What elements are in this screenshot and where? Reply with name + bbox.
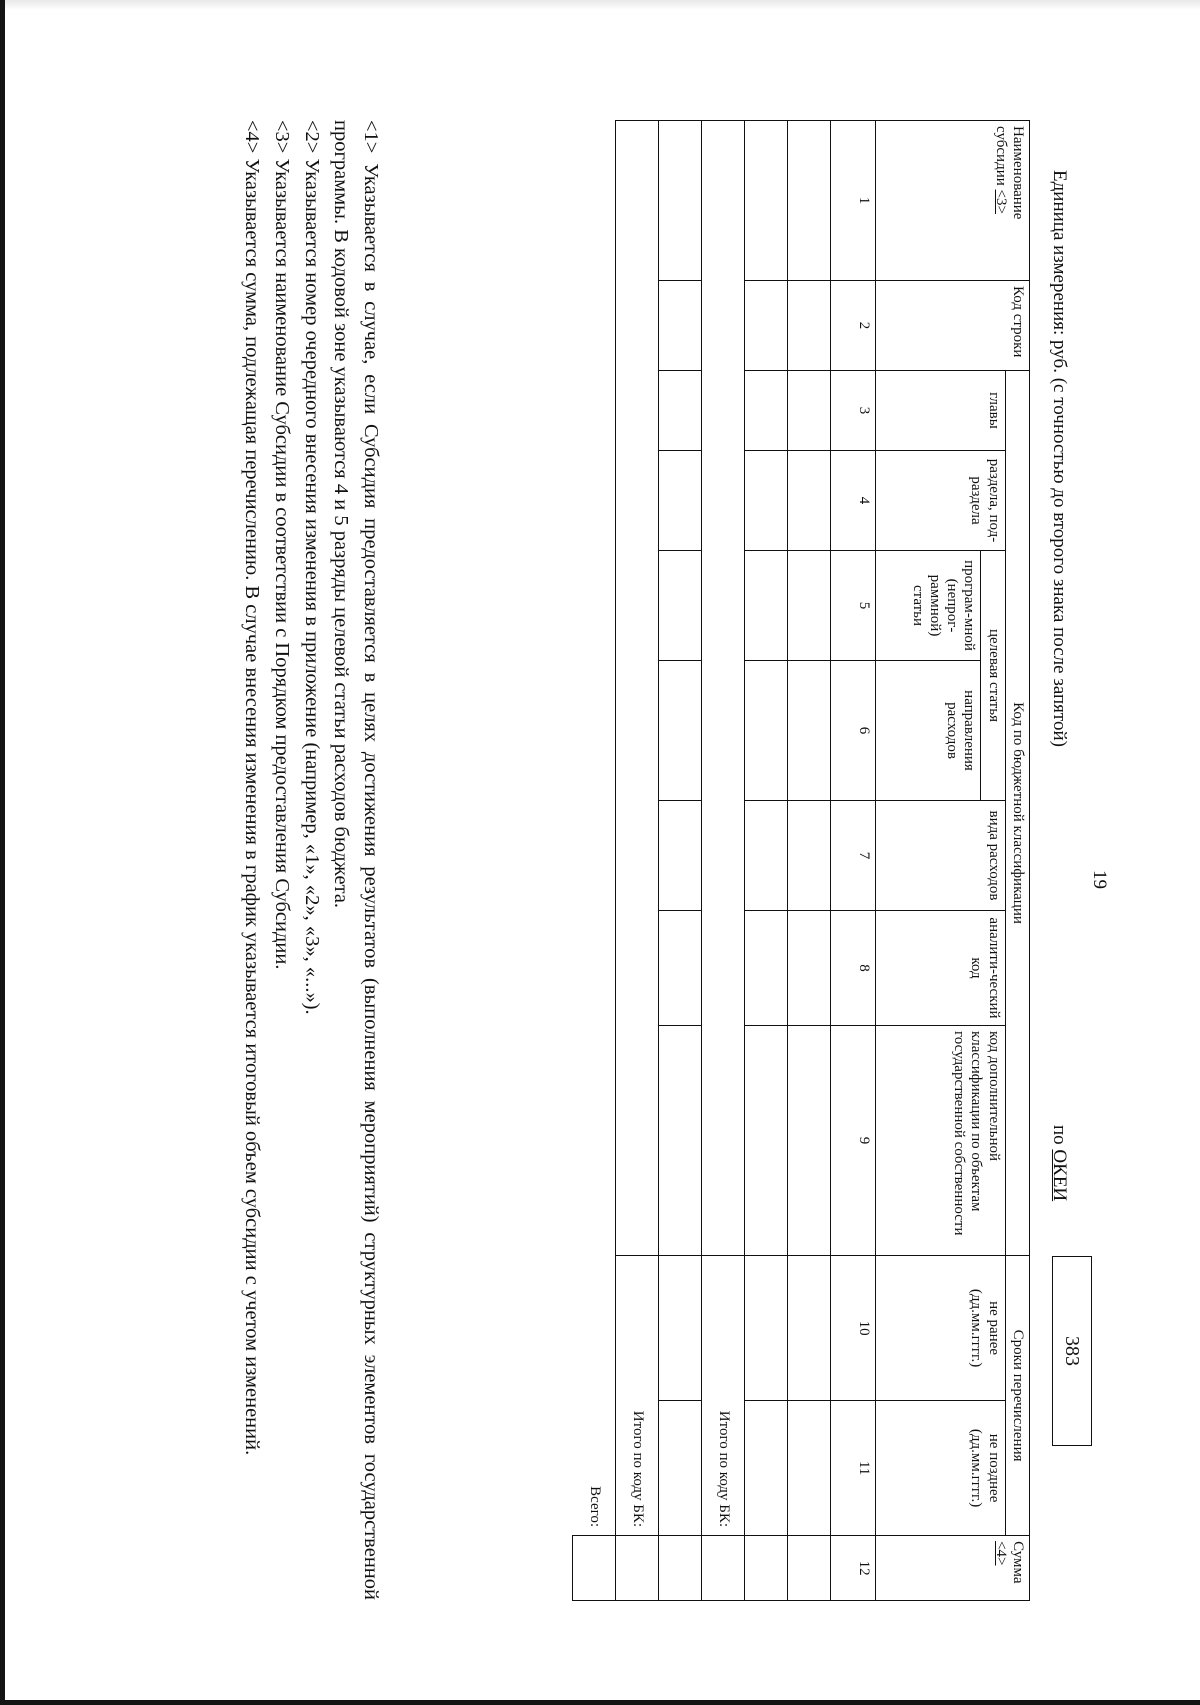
header-section: раздела, под-раздела	[876, 451, 1005, 551]
expense-type-cell[interactable]	[788, 801, 831, 911]
okei-link[interactable]: ОКЕИ	[1049, 1149, 1070, 1202]
analytic-code-cell[interactable]	[745, 911, 788, 1026]
footnote-3: <3> Указывается наименование Субсидии в соответствии с Порядком предоставления Субсидии.	[270, 120, 293, 970]
header-program-item: програм-мной (непрог-раммной) статьи	[876, 551, 981, 661]
expense-direction-cell[interactable]	[659, 661, 702, 801]
expense-type-cell[interactable]	[659, 801, 702, 911]
program-item-cell[interactable]	[659, 551, 702, 661]
scan-edge-bottom	[0, 1700, 1200, 1705]
subtotal-row	[702, 121, 745, 1601]
additional-code-cell[interactable]	[745, 1026, 788, 1256]
column-number: 11	[831, 1401, 876, 1536]
column-number: 12	[831, 1536, 876, 1601]
column-number: 8	[831, 911, 876, 1026]
expense-direction-cell[interactable]	[788, 661, 831, 801]
subtotal-label: Итого по коду БК:	[616, 1256, 659, 1536]
section-cell[interactable]	[659, 451, 702, 551]
header-analytic-code: аналити-ческий код	[876, 911, 1005, 1026]
chapter-cell[interactable]	[788, 371, 831, 451]
rotated-page	[50, 40, 1130, 1680]
scan-edge-left	[0, 0, 5, 1705]
sum-cell[interactable]	[659, 1536, 702, 1601]
name-cell[interactable]	[745, 121, 788, 281]
scan-shadow-top	[0, 0, 1200, 10]
header-additional-code: код дополнительной классификации по объектам государственной собственности	[876, 1026, 1005, 1256]
chapter-cell[interactable]	[745, 371, 788, 451]
not-earlier-cell[interactable]	[788, 1256, 831, 1401]
okei-label	[1048, 1125, 1070, 1201]
footnote-4: <4> Указывается сумма, подлежащая перечислению. В случае внесения изменения в график указывается итоговый объем субсидии с учетом изменений.	[241, 120, 264, 1456]
column-number: 9	[831, 1026, 876, 1256]
subtotal-row	[616, 121, 659, 1601]
not-later-cell[interactable]	[659, 1401, 702, 1536]
program-item-cell[interactable]	[788, 551, 831, 661]
not-earlier-cell[interactable]	[745, 1256, 788, 1401]
table-row	[745, 121, 788, 1601]
program-item-cell[interactable]	[745, 551, 788, 661]
footnote-ref-3[interactable]: <3>	[992, 189, 1009, 214]
subsidy-schedule-table	[573, 120, 1031, 1601]
column-number: 6	[831, 661, 876, 801]
column-number: 5	[831, 551, 876, 661]
sum-cell[interactable]	[745, 1536, 788, 1601]
total-row	[573, 121, 616, 1601]
column-number: 4	[831, 451, 876, 551]
footnote-ref-4[interactable]: <4>	[992, 1541, 1009, 1566]
column-number: 7	[831, 801, 876, 911]
header-expense-type: вида расходов	[876, 801, 1005, 911]
header-row-code: Код строки	[876, 281, 1030, 371]
subtotal-sum-cell[interactable]	[702, 1536, 745, 1601]
not-later-cell[interactable]	[788, 1401, 831, 1536]
table-row	[788, 121, 831, 1601]
table-row	[659, 121, 702, 1601]
expense-type-cell[interactable]	[745, 801, 788, 911]
section-cell[interactable]	[788, 451, 831, 551]
footnote-1: <1> Указывается в случае, если Субсидия предоставляется в целях достижения результатов (выполнения мероприятий) структурных элементов государственной программы. В кодовой зоне указываются 4 и 5 разряды целевой статьи расходов бюджета.	[330, 120, 382, 1600]
total-sum-cell[interactable]	[573, 1536, 616, 1601]
header-transfer-terms: Сроки перечисления	[1005, 1256, 1029, 1536]
analytic-code-cell[interactable]	[788, 911, 831, 1026]
column-number: 3	[831, 371, 876, 451]
column-numbers-row	[831, 121, 876, 1601]
section-cell[interactable]	[745, 451, 788, 551]
row-code-cell[interactable]	[745, 281, 788, 371]
additional-code-cell[interactable]	[659, 1026, 702, 1256]
header-not-later: не позднее (дд.мм.гггг.)	[876, 1401, 1005, 1536]
additional-code-cell[interactable]	[788, 1026, 831, 1256]
header-budget-code: Код по бюджетной классификации	[1005, 371, 1029, 1256]
header-sum: Сумма <4>	[876, 1536, 1030, 1601]
name-cell[interactable]	[788, 121, 831, 281]
footnote-2: <2> Указывается номер очередного внесения изменения в приложение (например, «1», «2», «3», «...»).	[300, 120, 323, 1015]
analytic-code-cell[interactable]	[659, 911, 702, 1026]
okei-code-box: 383	[1052, 1256, 1092, 1446]
subtotal-label: Итого по коду БК:	[702, 1256, 745, 1536]
header-name: Наименование субсидии <3>	[876, 121, 1030, 281]
page-number: 19	[1089, 870, 1110, 889]
okei-prefix: по	[1049, 1125, 1070, 1150]
units-line: Единица измерения: руб. (с точностью до второго знака после запятой)	[1049, 170, 1070, 747]
column-number: 1	[831, 121, 876, 281]
not-later-cell[interactable]	[745, 1401, 788, 1536]
subtotal-spacer	[616, 121, 659, 1256]
header-expense-direction: направления расходов	[876, 661, 981, 801]
total-label: Всего:	[573, 121, 616, 1536]
name-cell[interactable]	[659, 121, 702, 281]
column-number: 10	[831, 1256, 876, 1401]
column-number: 2	[831, 281, 876, 371]
header-row-1	[1005, 121, 1029, 1601]
expense-direction-cell[interactable]	[745, 661, 788, 801]
row-code-cell[interactable]	[659, 281, 702, 371]
row-code-cell[interactable]	[788, 281, 831, 371]
footnotes	[236, 120, 385, 1600]
subtotal-sum-cell[interactable]	[616, 1536, 659, 1601]
not-earlier-cell[interactable]	[659, 1256, 702, 1401]
sum-cell[interactable]	[788, 1536, 831, 1601]
header-chapter: главы	[876, 371, 1005, 451]
subtotal-spacer	[702, 121, 745, 1256]
header-target-item: целевая статья	[981, 551, 1005, 801]
chapter-cell[interactable]	[659, 371, 702, 451]
header-not-earlier: не ранее (дд.мм.гггг.)	[876, 1256, 1005, 1401]
